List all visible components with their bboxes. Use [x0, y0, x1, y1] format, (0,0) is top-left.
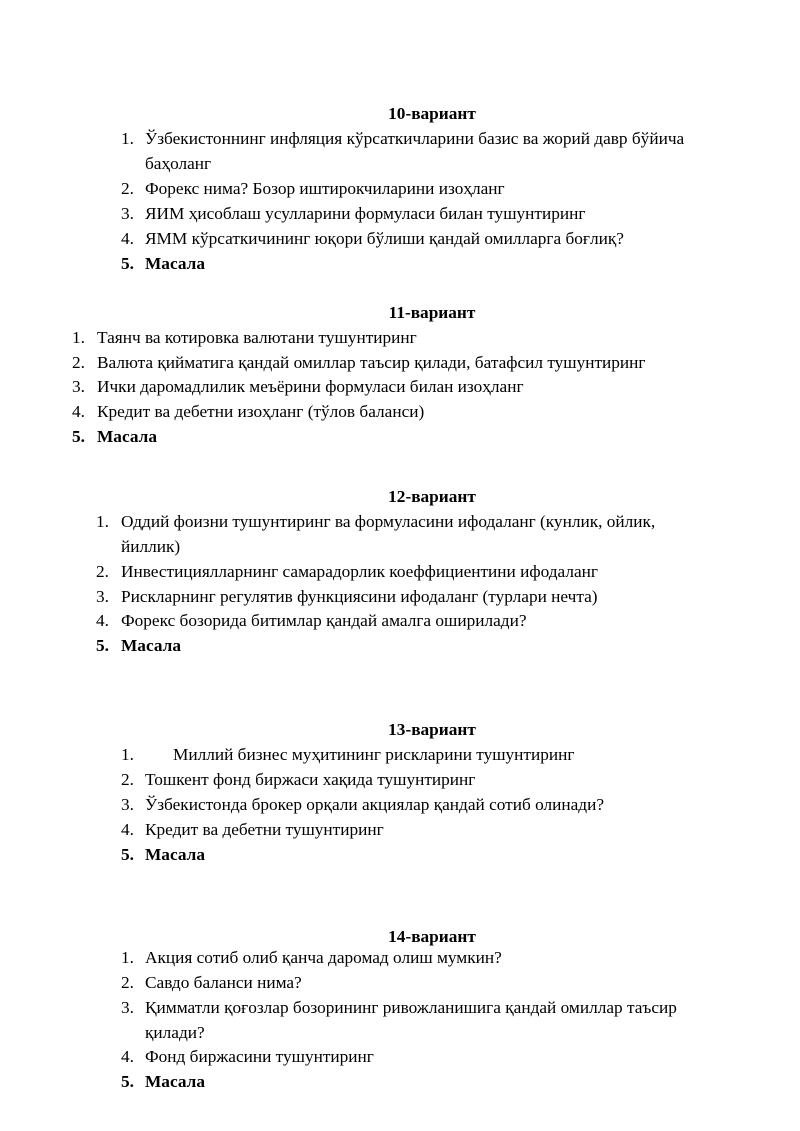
item-number: 2. — [96, 562, 109, 581]
item-number: 3. — [96, 587, 109, 606]
item-number: 2. — [72, 353, 85, 372]
list-item — [121, 176, 785, 201]
list-item — [72, 424, 787, 449]
item-text: Кредит ва дебетни тушунтиринг — [145, 820, 384, 839]
item-number: 3. — [72, 377, 85, 396]
item-text: Оддий фоизни тушунтиринг ва формуласини ифодаланг (кунлик, ойлик, — [121, 512, 656, 531]
item-number: 2. — [121, 770, 134, 789]
item-text: ЯИМ ҳисоблаш усулларини формуласи билан тушунтиринг — [145, 204, 586, 223]
item-number: 4. — [121, 820, 134, 839]
item-number: 5. — [96, 636, 109, 655]
item-text-continued: йиллик) — [121, 537, 181, 556]
item-text: Ички даромадлилик меъёрини формуласи билан изоҳланг — [97, 377, 524, 396]
item-number: 3. — [121, 204, 134, 223]
item-text: Ўзбекистоннинг инфляция кўрсаткичларини базис ва жорий давр бўйича — [145, 129, 685, 148]
item-text: Инвестициялларнинг самарадорлик коеффициентини ифодаланг — [121, 562, 598, 581]
variant-title: 14-вариант — [388, 927, 476, 946]
item-text: Валюта қийматига қандай омиллар таъсир қилади, батафсил тушунтиринг — [97, 353, 646, 372]
item-text: Савдо баланси нима? — [145, 973, 302, 992]
variant-title: 13-вариант — [388, 720, 476, 739]
item-text: Масала — [97, 427, 157, 446]
item-text: Миллий бизнес муҳитининг рискларини тушунтиринг — [173, 745, 575, 764]
list-item — [121, 945, 785, 970]
item-number: 2. — [121, 973, 134, 992]
list-item — [121, 226, 785, 251]
item-number: 2. — [121, 179, 134, 198]
list-item — [72, 374, 787, 399]
item-text: Масала — [145, 1072, 205, 1091]
item-number: 4. — [121, 1047, 134, 1066]
item-text: Ўзбекистонда брокер орқали акциялар қандай сотиб олинади? — [145, 795, 604, 814]
list-item — [72, 399, 787, 424]
item-text: Масала — [121, 636, 181, 655]
list-item — [96, 633, 781, 658]
list-item — [121, 1044, 785, 1069]
list-item — [121, 251, 785, 276]
list-item — [121, 126, 785, 176]
item-number: 5. — [121, 845, 134, 864]
list-item — [121, 767, 785, 792]
item-number: 4. — [121, 229, 134, 248]
list-item — [96, 584, 781, 609]
item-number: 4. — [72, 402, 85, 421]
item-text: Форекс нима? Бозор иштирокчиларини изоҳланг — [145, 179, 505, 198]
list-item — [121, 842, 785, 867]
item-text: Қимматли қоғозлар бозорининг ривожланишига қандай омиллар таъсир — [145, 998, 677, 1017]
item-text: Тошкент фонд биржаси хақида тушунтиринг — [145, 770, 476, 789]
item-text: Рискларнинг регулятив функциясини ифодаланг (турлари нечта) — [121, 587, 598, 606]
item-number: 3. — [121, 998, 134, 1017]
item-number: 5. — [121, 254, 134, 273]
item-text: Масала — [145, 845, 205, 864]
item-number: 5. — [72, 427, 85, 446]
item-text: Масала — [145, 254, 205, 273]
list-item — [121, 201, 785, 226]
item-text: Форекс бозорида битимлар қандай амалга оширилади? — [121, 611, 527, 630]
variant-title: 11-вариант — [388, 303, 476, 322]
item-number: 1. — [121, 948, 134, 967]
list-item — [121, 995, 785, 1045]
item-number: 3. — [121, 795, 134, 814]
item-text: Акция сотиб олиб қанча даромад олиш мумкин? — [145, 948, 502, 967]
item-text-continued: қилади? — [145, 1023, 205, 1042]
list-item — [96, 608, 781, 633]
list-item — [72, 325, 787, 350]
item-text: Таянч ва котировка валютани тушунтиринг — [97, 328, 417, 347]
list-item — [72, 350, 787, 375]
variant-title: 12-вариант — [388, 487, 476, 506]
variant-title: 10-вариант — [388, 104, 476, 123]
item-text-continued: баҳоланг — [145, 154, 212, 173]
item-number: 1. — [72, 328, 85, 347]
item-text: Фонд биржасини тушунтиринг — [145, 1047, 374, 1066]
item-number: 5. — [121, 1072, 134, 1091]
item-number: 1. — [121, 745, 134, 764]
list-item — [121, 970, 785, 995]
list-item — [121, 742, 773, 767]
list-item — [96, 559, 781, 584]
list-item — [121, 817, 785, 842]
item-text: Кредит ва дебетни изоҳланг (тўлов баланси) — [97, 402, 425, 421]
list-item — [121, 1069, 785, 1094]
list-item — [121, 792, 785, 817]
item-number: 1. — [121, 129, 134, 148]
item-text: ЯММ кўрсаткичининг юқори бўлиши қандай омилларга боғлиқ? — [145, 229, 624, 248]
item-number: 4. — [96, 611, 109, 630]
list-item — [96, 509, 781, 559]
item-number: 1. — [96, 512, 109, 531]
